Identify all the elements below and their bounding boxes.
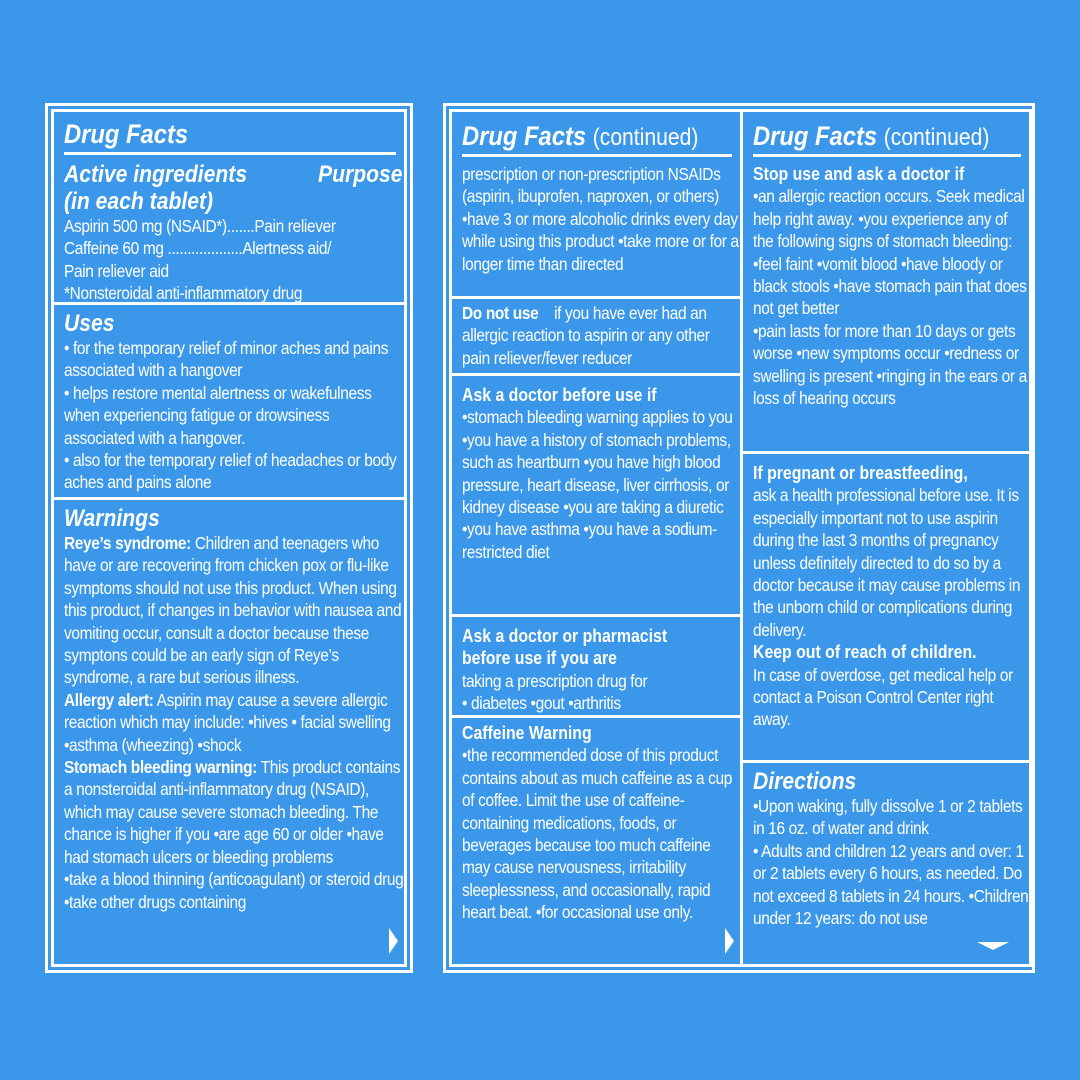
ask-doctor-heading: Ask a doctor before use if [462,385,657,405]
drug-facts-title: Drug Facts [64,119,189,149]
ask-pharmacist-text: taking a prescription drug for • diabetes •gout •arthritis [462,670,648,714]
directions-section [740,760,1032,967]
stop-use-heading: Stop use and ask a doctor if [753,164,965,184]
pregnant-text: ask a health professional before use. It is especially important not to use aspirin during the last 3 months of pregnancy unless definitely directed to do so by a doctor because it may cause problems in the unborn child or complications during delivery. [753,485,1021,640]
active-ingredients-section [51,109,407,305]
continued-label: (continued) [883,124,990,151]
right-column [740,109,1032,967]
drug-facts-panel-right [443,103,1035,973]
pregnancy-section [740,451,1032,763]
warnings-heading: Warnings [64,505,160,532]
continued-text: prescription or non-prescription NSAIDs (aspirin, ibuprofen, naproxen, or others) •have 3 or more alcoholic drinks every day while using this product •take more or for a longer time than directed [462,164,739,274]
allergy-text: Aspirin may cause a severe allergic reaction which may include: •hives • facial swelling •asthma (wheezing) •shock [64,689,391,755]
uses-section [51,302,407,500]
drug-facts-title: Drug Facts [462,121,587,151]
keep-out-of-reach-text: In case of overdose, get medical help or contact a Poison Control Center right away. [753,664,1013,730]
continued-label: (continued) [592,124,699,151]
continue-down-arrow-icon [977,942,1009,950]
directions-heading: Directions [753,768,857,795]
do-not-use-section [449,296,743,376]
pregnant-heading: If pregnant or breastfeeding, [753,463,968,483]
reyes-text: Children and teenagers who have or are recovering from chicken pox or flu-like symptoms should not use this product. When using this product, if changes in behavior with nausea and vomiting occur, consult a doctor because these symptons could be an early sign of Reye’s syndrome, a rare but serious illness. [64,533,402,688]
directions-text: •Upon waking, fully dissolve 1 or 2 tablets in 16 oz. of water and drink • Adults and children 12 years and over: 1 or 2 tablets every 6 hours, as needed. Do not exceed 8 tablets in 24 hours. •Children under 12 years: do not use [753,796,1029,929]
ask-doctor-text: •stomach bleeding warning applies to you •you have a history of stomach problems, such as heartburn •you have high blood pressure, heart disease, liver cirrhosis, or kidney disease •you are taking a diuretic •you have asthma •you have a sodium-restricted diet [462,407,733,562]
drug-facts-panel-left [45,103,413,973]
purpose-heading: Purpose [318,161,403,188]
drug-facts-continued-title [753,121,996,153]
caffeine-warning-text: •the recommended dose of this product contains about as much caffeine as a cup of coffee. Limit the use of caffeine-containing medications, foods, or beverages because too much caffeine may cause nervousness, irritability sleeplessness, and occasionally, rapid heart beat. •for occasional use only. [462,745,732,923]
ingredients-header-row [64,161,404,213]
do-not-use-text [462,302,740,369]
ask-doctor-section [449,373,743,617]
stop-use-section [740,109,1032,454]
ask-pharmacist-section [449,614,743,718]
title-rule [462,154,732,157]
drug-facts-continued-title [462,121,707,153]
stomach-bleeding-label: Stomach bleeding warning: [64,757,257,778]
title-rule [64,152,396,155]
warnings-text [64,532,404,913]
ask-pharmacist-heading: Ask a doctor or pharmacist before use if you are [462,626,668,669]
keep-out-of-reach-heading: Keep out of reach of children. [753,642,977,663]
stop-use-text: •an allergic reaction occurs. Seek medical help right away. •you experience any of the following signs of stomach bleeding: •feel faint •vomit blood •have bloody or black stools •have stomach pain that does not get better •pain lasts for more than 10 days or gets worse •new symptoms occur •redness or swelling is present •ringing in the ears or a loss of hearing occurs [753,186,1027,409]
active-ingredients-heading: Active ingredients (in each tablet) [64,161,248,215]
stomach-bleeding-text: This product contains a nonsteroidal anti-inflammatory drug (NSAID), which may cause severe stomach bleeding. The chance is higher if you •are age 60 or older •have had stomach ulcers or bleeding problems •take a blood thinning (anticoagulant) or steroid drug •take other drugs containing [64,757,404,912]
do-not-use-body: if you have ever had an allergic reaction to aspirin or any other pain reliever/fever reducer [462,303,714,368]
reyes-label: Reye’s syndrome: [64,533,191,553]
continued-section [449,109,743,299]
title-rule [753,154,1021,157]
ingredients-text: Aspirin 500 mg (NSAID*).......Pain reliever Caffeine 60 mg ...................Alertness aid/ Pain reliever aid *Nonsteroidal anti-inflammatory drug [64,216,336,304]
allergy-label: Allergy alert: [64,689,154,710]
warnings-section [51,497,407,967]
caffeine-warning-section [449,715,743,967]
uses-heading: Uses [64,310,115,337]
uses-text: • for the temporary relief of minor aches and pains associated with a hangover • helps restore mental alertness or wakefulness when experiencing fatigue or drowsiness associated with a hangover. • also for the temporary relief of headaches or body aches and pains alone [64,338,397,493]
caffeine-warning-heading: Caffeine Warning [462,723,592,743]
drug-facts-title: Drug Facts [753,121,878,151]
do-not-use-label: Do not use [462,303,539,323]
continue-right-arrow-icon [725,928,734,954]
middle-column [449,109,743,967]
left-column [51,109,407,967]
continue-right-arrow-icon [389,928,398,954]
